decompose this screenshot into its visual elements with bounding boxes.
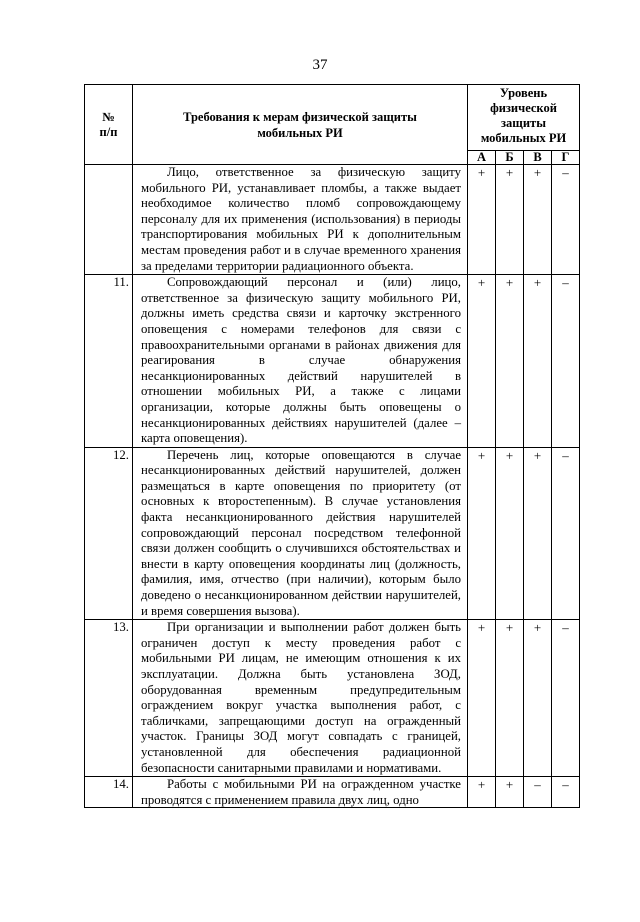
row-mark-b: + [496, 777, 524, 808]
row-requirement-text [133, 447, 468, 620]
row-number: 11. [85, 275, 133, 448]
row-text: При организации и выполнении работ должен быть ограничен доступ к месту проведения работ с мобильными РИ лицам, не имеющим отношения к их эксплуатации. Должна быть установлена ЗОД, оборудованная временным предупредительным ограждением вокруг участка выполнения работ, с табличками, запрещающими доступ на огражденный участок. Границы ЗОД могут совпадать с границей, установленной для обеспечения радиационной безопасности санитарными правилами и нормативами. [141, 620, 461, 775]
row-requirement-text [133, 165, 468, 275]
row-mark-a: + [468, 777, 496, 808]
table-row [85, 777, 580, 808]
row-text: Сопровождающий персонал и (или) лицо, ответственное за физическую защиту мобильного РИ, должны иметь средства связи и карточку экстренного оповещения с номерами телефонов для связи с правоохранительными органами в районах движения для реагирования в случае обнаружения несанкционированных действий нарушителей в отношении мобильных РИ, а также с лицами организации, которые должны быть оповещены о несанкционированных действиях нарушителей (далее – карта оповещения). [141, 275, 461, 446]
row-number: 14. [85, 777, 133, 808]
row-mark-a: + [468, 447, 496, 620]
row-text: Перечень лиц, которые оповещаются в случае несанкционированных действий нарушителей, должен размещаться в карте оповещения по приоритету (от основных к второстепенным). В случае установления факта несанкционированного действия нарушителей сопровождающий персонал посредством телефонной связи должен сообщить о случившихся обстоятельствах и внести в карту оповещения координаты лиц (должность, фамилия, имя, отчество (при наличии), которым было доведено о несанкционированном действии нарушителей, и время совершения вызова). [141, 447, 461, 618]
table-row [85, 275, 580, 448]
row-number: 13. [85, 620, 133, 777]
requirements-table [84, 84, 580, 808]
row-requirement-text [133, 620, 468, 777]
header-number [85, 85, 133, 165]
row-mark-g: – [552, 620, 580, 777]
table-row [85, 447, 580, 620]
header-protection-level [468, 85, 580, 151]
row-mark-v: + [524, 447, 552, 620]
row-number: 12. [85, 447, 133, 620]
header-level-v: В [524, 151, 552, 165]
row-mark-v: + [524, 165, 552, 275]
row-mark-v: + [524, 620, 552, 777]
row-mark-b: + [496, 620, 524, 777]
header-requirements [133, 85, 468, 165]
header-level-line4: мобильных РИ [480, 131, 567, 145]
row-requirement-text [133, 275, 468, 448]
header-level-line1: Уровень [499, 86, 548, 100]
row-mark-v: + [524, 275, 552, 448]
row-mark-g: – [552, 275, 580, 448]
header-number-line1: № [102, 109, 115, 124]
row-number [85, 165, 133, 275]
page-number: 37 [312, 57, 328, 73]
header-level-g: Г [552, 151, 580, 165]
row-mark-g: – [552, 165, 580, 275]
header-level-line3: защиты [501, 116, 546, 130]
row-requirement-text [133, 777, 468, 808]
row-mark-a: + [468, 165, 496, 275]
header-level-a: А [468, 151, 496, 165]
header-requirements-line1: Требования к мерам физической защиты [183, 109, 417, 124]
row-mark-g: – [552, 447, 580, 620]
header-level-b: Б [496, 151, 524, 165]
header-requirements-line2: мобильных РИ [257, 125, 343, 140]
table-row [85, 620, 580, 777]
row-mark-a: + [468, 620, 496, 777]
row-text: Лицо, ответственное за физическую защиту мобильного РИ, устанавливает пломбы, а также выдает необходимое количество пломб сопровождающему персоналу для их применения (использования) в периоды транспортирования мобильных РИ к дополнительным местам проведения работ и в случае временного хранения за пределами территории радиационного объекта. [141, 165, 461, 273]
row-mark-b: + [496, 275, 524, 448]
row-mark-v: – [524, 777, 552, 808]
row-mark-b: + [496, 447, 524, 620]
row-text: Работы с мобильными РИ на огражденном участке проводятся с применением правила двух лиц, одно [141, 777, 461, 807]
table-row [85, 165, 580, 275]
row-mark-a: + [468, 275, 496, 448]
header-number-line2: п/п [99, 124, 118, 139]
row-mark-b: + [496, 165, 524, 275]
row-mark-g: – [552, 777, 580, 808]
header-level-line2: физической [490, 101, 557, 115]
